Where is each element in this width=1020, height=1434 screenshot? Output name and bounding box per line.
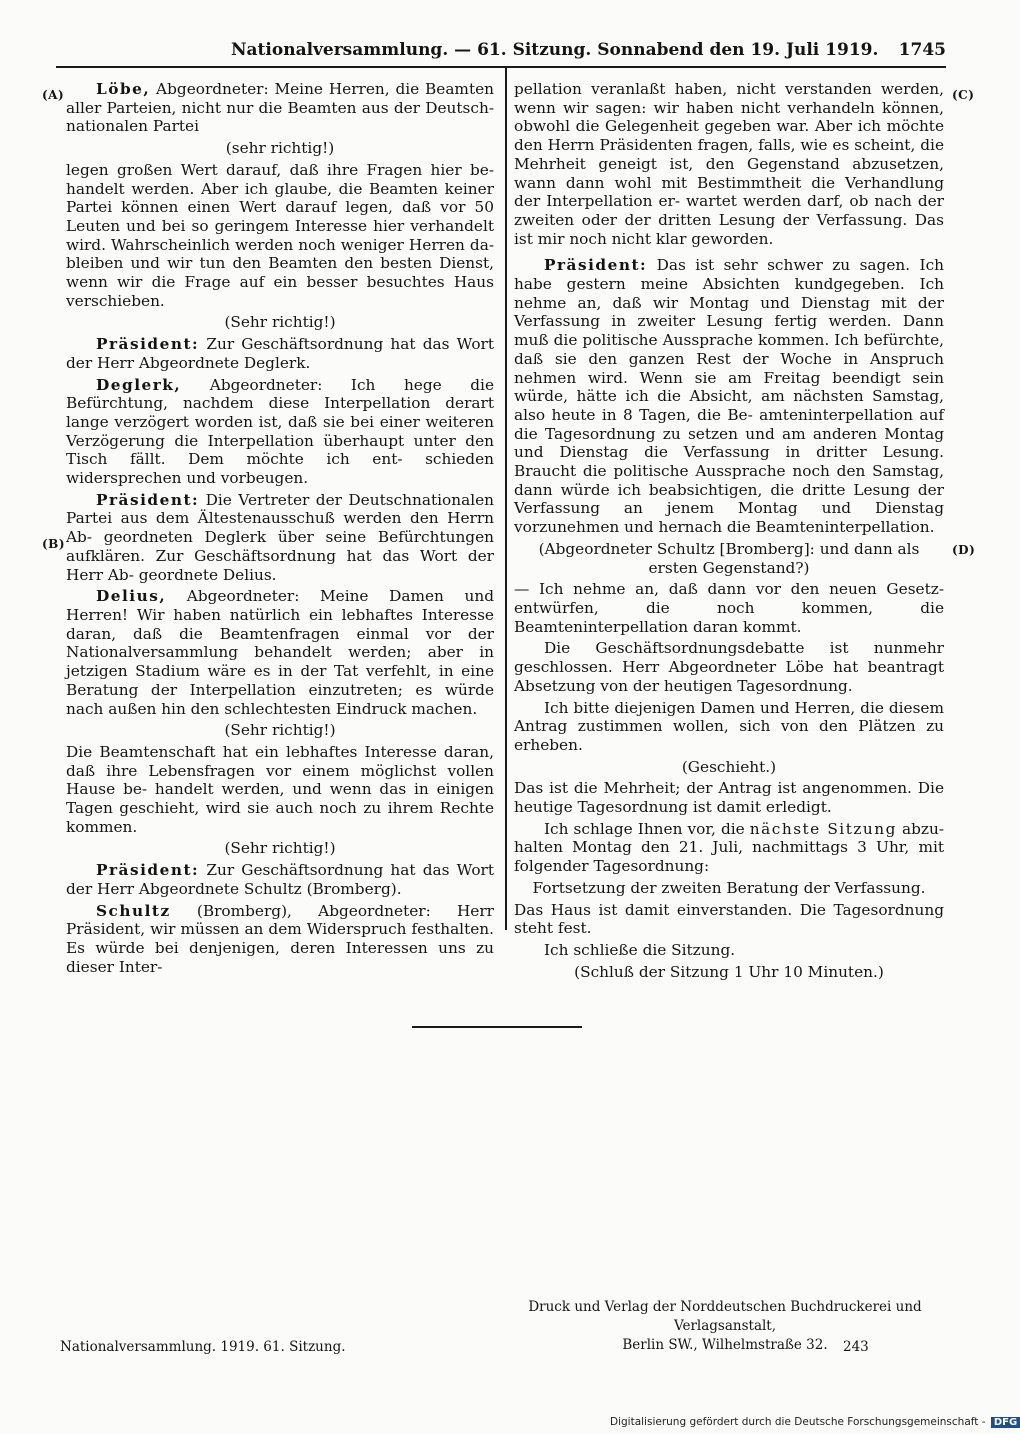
speech-text: Abgeordneter: Meine Herren, die Beamten aller Parteien, nicht nur die Beamten aus der Deutsch- nationalen Partei: [66, 80, 494, 136]
dfg-credit-text: Digitalisierung gefördert durch die Deutsche Forschungsgemeinschaft -: [610, 1416, 986, 1428]
paragraph-schultz: [66, 902, 494, 977]
speech-text: Zur Geschäftsordnung hat das Wort der Herr Abgeordnete Deglerk.: [66, 335, 494, 372]
next-session-emphasis: nächste Sitzung: [749, 819, 897, 838]
imprint: [510, 1298, 940, 1355]
speech-text: legen großen Wert darauf, daß ihre Fragen hier be- handelt werden. Aber ich glaube, die Beamten keiner Partei können einen Wert darauf legen, daß vor 50 Leuten und bei so geringem Interesse hier verhandelt wird. Wahrscheinlich werden noch weniger Herren da- bleiben und wir tun den Beamten den besten Dienst, wenn wir die Frage auf ein besser besuchtes Haus verschieben.: [66, 160, 494, 310]
margin-label-a: (A): [42, 88, 65, 102]
dfg-credit: [610, 1416, 1020, 1428]
imprint-line-2: Berlin SW., Wilhelmstraße 32.: [622, 1337, 828, 1353]
speech-text: Das ist sehr schwer zu sagen. Ich habe gestern meine Absichten kundgegeben. Ich nehme an, daß wir Montag und Dienstag mit der Verfassung in zweiter Lesung fertig werden. Dann muß die politische Aussprache kommen. Ich befürchte, daß sie den ganzen Rest der Woche in Anspruch nehmen wird. Wenn sie am Freitag beendigt sein würde, hätte ich die Absicht, am nächsten Samstag, also heute in 8 Tagen, die Be- amteninterpellation auf die Tagesordnung zu setzen und am anderen Montag und Dienstag die Verfassung in dritter Lesung. Braucht die politische Aussprache noch den Samstag, dann würde ich beabsichtigen, die dritte Lesung der Verfassung an jenem Montag und Dienstag vorzunehmen und hernach die Beamteninterpellation.: [514, 256, 944, 537]
imprint-line-1: Druck und Verlag der Norddeutschen Buchdruckerei und Verlagsanstalt,: [528, 1299, 922, 1334]
closing-statement: Ich schließe die Sitzung.: [544, 940, 736, 959]
footer-title: Nationalversammlung. 1919. 61. Sitzung.: [60, 1339, 346, 1355]
speech-text: Ich schlage Ihnen vor, die: [544, 819, 750, 838]
paragraph-deglerk: [66, 376, 494, 488]
margin-label-d: (D): [952, 543, 976, 557]
footer-page-number: 243: [843, 1339, 869, 1355]
interjection: (sehr richtig!): [225, 139, 335, 158]
speech-text: Die Geschäftsordnungsdebatte ist nunmehr geschlossen. Herr Abgeordneter Löbe hat beantragt Absetzung von der heutigen Tagesordnung.: [514, 639, 944, 695]
speech-text: Das Haus ist damit einverstanden. Die Tagesordnung steht fest.: [514, 900, 944, 938]
interjection: (Geschieht.): [681, 757, 777, 776]
speaker-name: Schultz: [96, 901, 171, 920]
interjection: (Sehr richtig!): [224, 313, 336, 332]
speaker-name: Präsident:: [96, 335, 200, 354]
dfg-logo: DFG: [991, 1417, 1020, 1428]
speech-text: Die Beamtenschaft hat ein lebhaftes Interesse daran, daß ihre Lebensfragen vor einem möglichst vollen Hause be- handelt werden, und wenn das in einigen Tagen geschieht, wird sie auch noch zu ihrem Rechte kommen.: [66, 742, 494, 836]
speaker-name: Deglerk,: [96, 375, 182, 394]
speech-text: Das ist die Mehrheit; der Antrag ist angenommen. Die heutige Tagesordnung ist damit erledigt.: [514, 779, 944, 817]
end-rule: [412, 1026, 582, 1028]
speech-text: Ich bitte diejenigen Damen und Herren, die diesem Antrag zustimmen wollen, sich von den Plätzen zu erheben.: [514, 698, 944, 754]
paragraph-praesident: [66, 491, 494, 585]
speech-text: (Bromberg), Abgeordneter: Herr Präsident, wir müssen an dem Widerspruch festhalten. Es würde bei denjenigen, deren Interessen uns zu dieser Inter-: [66, 901, 494, 976]
speech-text: Abgeordneter: Meine Damen und Herren! Wir haben natürlich ein lebhaftes Interesse daran, daß die Beamtenfragen einmal vor der Nationalversammlung behandelt werden; aber in jetzigen Stadium wäre es in der Tat verfehlt, in eine Beratung der Interpellation einzutreten; es würde nach außen hin den schlechtesten Eindruck machen.: [66, 587, 494, 718]
agenda-item: Fortsetzung der zweiten Beratung der Verfassung.: [532, 878, 926, 897]
header-page-number: 1745: [898, 40, 946, 60]
interjection: (Sehr richtig!): [224, 839, 336, 858]
margin-label-c: (C): [952, 88, 975, 102]
speech-text: pellation veranlaßt haben, nicht verstanden werden, wenn wir sagen: wir haben nicht verhandeln können, obwohl die Gelegenheit gegeben war. Aber ich möchte den Herrn Präsidenten fragen, falls, wie es scheint, die Mehrheit geneigt ist, den Gegenstand abzusetzen, wann dann wohl mit Bestimmtheit die Verhandlung der Interpellation er- wartet werden darf, ob nach der zweiten oder der dritten Lesung der Verfassung. Das ist mir noch nicht klar geworden.: [514, 80, 944, 248]
interjection: (Abgeordneter Schultz [Bromberg]: und dann als ersten Gegenstand?): [538, 539, 920, 577]
speech-text: Abgeordneter: Ich hege die Befürchtung, nachdem diese Interpellation derart lange verzögert worden ist, daß sie bei einer weiteren Verzögerung die Interpellation überhaupt unter den Tisch fällt. Dem möchte ich ent- schieden widersprechen und vorbeugen.: [66, 375, 494, 488]
speaker-name: Präsident:: [96, 861, 200, 880]
speaker-name: Delius,: [96, 587, 167, 606]
speaker-name: Präsident:: [544, 256, 648, 275]
left-column: [66, 80, 494, 979]
paragraph-delius: [66, 587, 494, 718]
header-title: Nationalversammlung. — 61. Sitzung. Sonnabend den 19. Juli 1919.: [231, 40, 879, 60]
paragraph-next-session: [514, 820, 944, 876]
header-rule: [56, 66, 946, 68]
paragraph-praesident: [66, 861, 494, 898]
margin-label-b: (B): [42, 537, 65, 551]
right-column: [514, 80, 944, 984]
speaker-name: Präsident:: [96, 490, 200, 509]
speech-text: Zur Geschäftsordnung hat das Wort der Herr Abgeordnete Schultz (Bromberg).: [66, 861, 494, 898]
column-divider: [505, 68, 507, 930]
interjection: (Sehr richtig!): [224, 721, 336, 740]
paragraph-praesident: [66, 335, 494, 372]
speaker-name: Löbe,: [96, 80, 151, 98]
paragraph-praesident: [514, 256, 944, 537]
paragraph-loebe: [66, 80, 494, 136]
speech-text: Die Vertreter der Deutschnationalen Partei aus dem Ältestenausschuß werden den Herrn Ab- geordneten Deglerk über seine Befürchtungen aufklären. Zur Geschäftsordnung hat das Wort der Herr Ab- geordnete Delius.: [66, 490, 494, 584]
speech-text: abzu- halten Montag den 21. Juli, nachmittags 3 Uhr, mit folgender Tagesordnung:: [514, 819, 944, 876]
speech-text: — Ich nehme an, daß dann vor den neuen Gesetz- entwürfen, die noch kommen, die Beamteninterpellation daran kommt.: [514, 580, 944, 636]
page-header: [56, 36, 946, 64]
session-end-note: (Schluß der Sitzung 1 Uhr 10 Minuten.): [574, 962, 884, 981]
